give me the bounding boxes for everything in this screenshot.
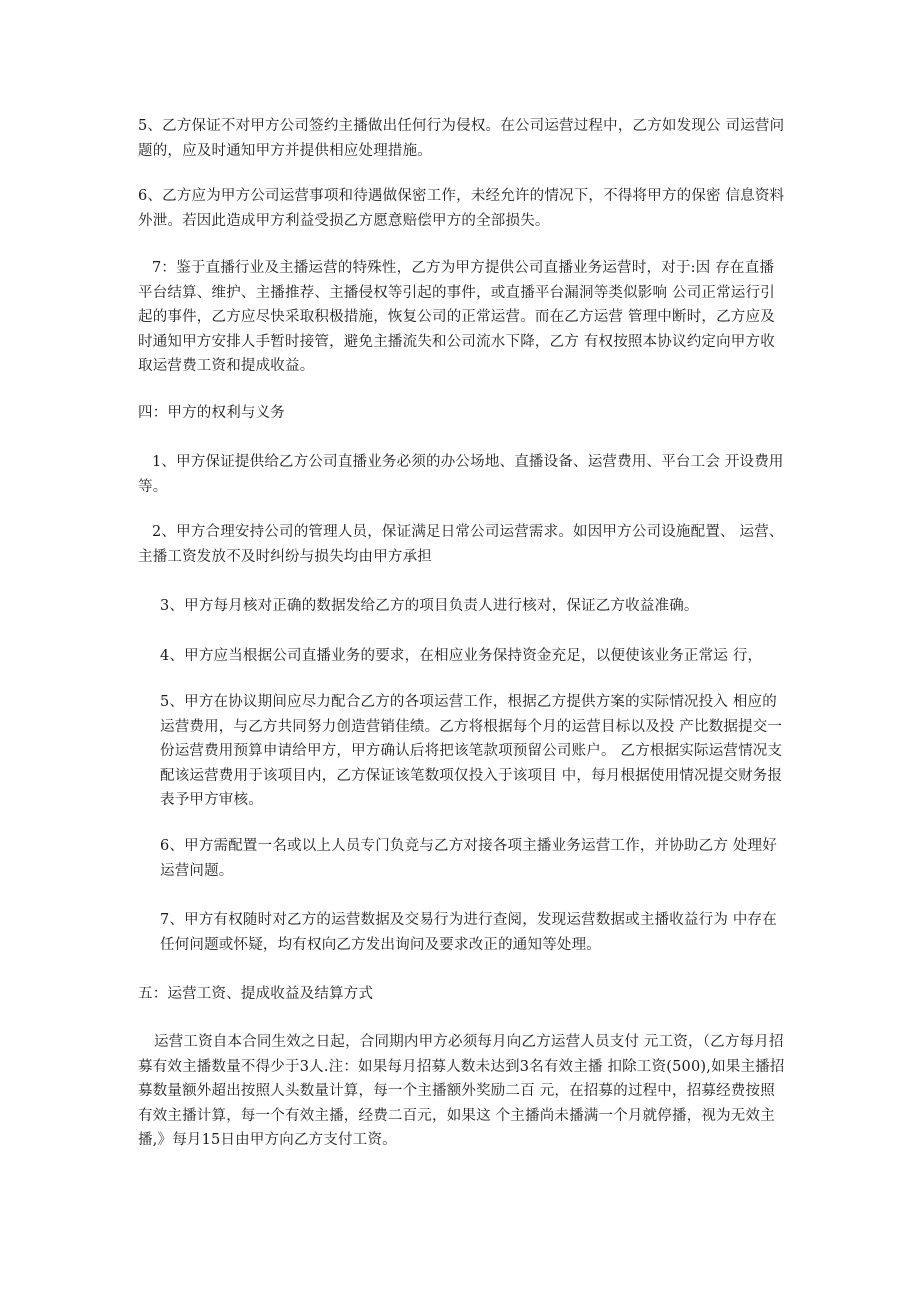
clause-a3: 3、甲方每月核对正确的数据发给乙方的项目负责人进行核对，保证乙方收益准确。: [160, 598, 699, 614]
clause-b6: 6、乙方应为甲方公司运营事项和待遇做保密工作，未经允许的情况下，不得将甲方的保密 信息资料外泄。若因此造成甲方利益受损乙方愿意赔偿甲方的全部损失。: [138, 188, 785, 229]
salary-paragraph: 运营工资自本合同生效之日起，合同期内甲方必须每月向乙方运营人员支付 元工资，（乙方每月招募有效主播数量不得少于3人.注：如果每月招募人数未达到3名有效主播 扣除工资(500),如果主播招募数量额外超出按照人头数量计算，每一个主播额外奖励二百 元，在招募的过程中，招募经费按照有效主播计算，每一个有效主播，经费二百元，如果这 个主播尚未播满一个月就停播，视为无效主播,》每月15日由甲方向乙方支付工资。: [138, 1034, 785, 1148]
section-heading-5: 五：运营工资、提成收益及结算方式: [138, 986, 374, 1002]
clause-b5: 5、乙方保证不对甲方公司签约主播做出任何行为侵权。在公司运营过程中，乙方如发现公 司运营问题的，应及时通知甲方并提供相应处理措施。: [138, 118, 785, 159]
clause-a7: 7、甲方有权随时对乙方的运营数据及交易行为进行查阅，发现运营数据或主播收益行为 中存在任何问题或怀疑，均有权向乙方发出询问及要求改正的通知等处理。: [160, 912, 777, 953]
clause-a1: 1、甲方保证提供给乙方公司直播业务必须的办公场地、直播设备、运营费用、平台工会 开设费用等。: [138, 454, 784, 495]
clause-a2: 2、甲方合理安持公司的管理人员，保证满足日常公司运营需求。如因甲方公司设施配置、 运营、主播工资发放不及时纠纷与损失均由甲方承担: [138, 524, 784, 565]
clause-a4: 4、甲方应当根据公司直播业务的要求，在相应业务保持资金充足，以便使该业务正常运 行，: [160, 648, 763, 664]
clause-b7: 7：鉴于直播行业及主播运营的特殊性，乙方为甲方提供公司直播业务运营时，对于:因 存在直播平台结算、维护、主播推荐、主播侵权等引起的事件，或直播平台漏洞等类似影响 公司正常运行引起的事件，乙方应尽快采取积极措施，恢复公司的正常运营。而在乙方运营 管理中断时，乙方应及时通知甲方安排人手暂时接管，避免主播流失和公司流水下降，乙方 有权按照本协议约定向甲方收取运营费工资和提成收益。: [138, 260, 775, 374]
clause-a6: 6、甲方需配置一名或以上人员专门负竞与乙方对接各项主播业务运营工作，并协助乙方 处理好运营问题。: [160, 838, 777, 879]
clause-a5: 5、甲方在协议期间应尽力配合乙方的各项运营工作，根据乙方提供方案的实际情况投入 相应的运营费用，与乙方共同努力创造营销佳绩。乙方将根据每个月的运营目标以及投 产比数据提交一份运营费用预算申请给甲方，甲方确认后将把该笔款项预留公司账户。 乙方根据实际运营情况支配该运营费用于该项目内，乙方保证该笔数项仅投入于该项目 中，每月根据使用情况提交财务报表予甲方审核。: [160, 694, 783, 808]
section-heading-4: 四：甲方的权利与义务: [138, 405, 285, 421]
